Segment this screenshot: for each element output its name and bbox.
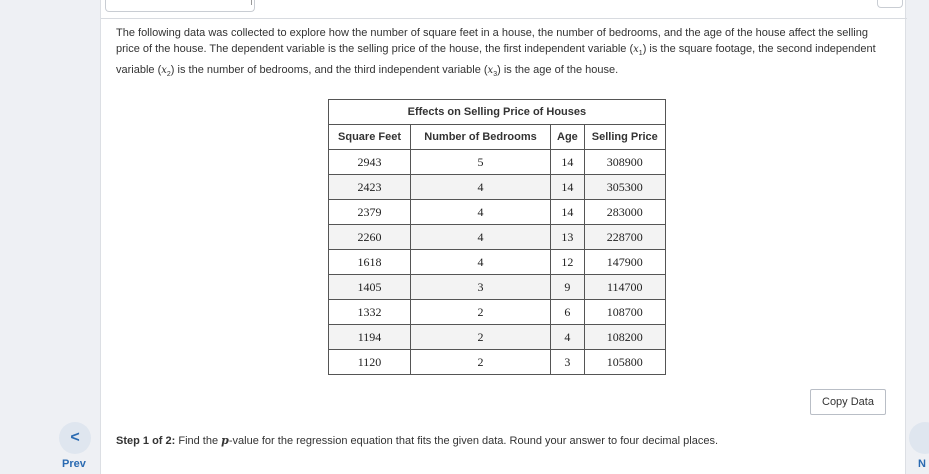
table-cell: 14 [551,175,585,200]
divider-tick [251,0,252,5]
table-row [329,200,666,225]
table-cell: 308900 [584,150,665,175]
top-divider [101,18,907,19]
table-cell: 147900 [584,250,665,275]
copy-data-button[interactable]: Copy Data [810,389,886,415]
table-cell: 4 [411,175,551,200]
table-cell: 5 [411,150,551,175]
table-cell: 2260 [329,225,411,250]
data-table [328,99,666,375]
table-cell: 3 [411,275,551,300]
table-cell: 14 [551,150,585,175]
next-label[interactable]: N [918,458,926,470]
table-cell: 1194 [329,325,411,350]
table-cell: 1332 [329,300,411,325]
table-cell: 2943 [329,150,411,175]
prev-label[interactable]: Prev [62,458,86,470]
table-cell: 9 [551,275,585,300]
table-cell: 2 [411,325,551,350]
left-nav-strip [0,0,100,474]
col-header-bedrooms: Number of Bedrooms [411,125,551,150]
table-cell: 14 [551,200,585,225]
table-cell: 283000 [584,200,665,225]
col-header-square-feet: Square Feet [329,125,411,150]
table-body [329,150,666,375]
table-cell: 105800 [584,350,665,375]
table-cell: 2423 [329,175,411,200]
question-card [100,0,906,474]
table-cell: 2 [411,300,551,325]
table-cell: 1405 [329,275,411,300]
table-cell: 4 [411,250,551,275]
table-cell: 4 [551,325,585,350]
right-nav-strip [905,0,929,474]
table-cell: 108700 [584,300,665,325]
table-cell: 114700 [584,275,665,300]
table-row [329,275,666,300]
table-row [329,175,666,200]
table-cell: 13 [551,225,585,250]
table-row [329,350,666,375]
prev-button[interactable] [59,422,91,454]
table-cell: 2379 [329,200,411,225]
table-cell: 108200 [584,325,665,350]
col-header-age: Age [551,125,585,150]
expand-button[interactable] [877,0,903,8]
table-cell: 12 [551,250,585,275]
table-cell: 1618 [329,250,411,275]
table-cell: 6 [551,300,585,325]
table-row [329,325,666,350]
table-cell: 4 [411,200,551,225]
chevron-left-icon: < [70,429,80,446]
table-cell: 3 [551,350,585,375]
table-cell: 305300 [584,175,665,200]
table-cell: 2 [411,350,551,375]
table-row [329,225,666,250]
col-header-selling-price: Selling Price [584,125,665,150]
table-caption: Effects on Selling Price of Houses [329,100,666,125]
table-cell: 1120 [329,350,411,375]
step-instruction: Step 1 of 2: Find the p-value for the regression equation that fits the given data. Round your answer to four decimal places. [116,434,719,447]
table-cell: 4 [411,225,551,250]
table-row [329,150,666,175]
table-cell: 228700 [584,225,665,250]
question-tab[interactable] [105,0,255,12]
table-header-row [329,125,666,150]
question-intro: The following data was collected to explore how the number of square feet in a house, the number of bedrooms, and the age of the house affect the selling price of the house. The dependent variable is the selling price of the house, the first independent variable $(x_1)$ is the square footage, the second independent variable $(x_2)$ is the number of bedrooms, and the third independent variable $(x_3)$ is the age of the house. [116,27,876,79]
table-row [329,250,666,275]
table-row [329,300,666,325]
